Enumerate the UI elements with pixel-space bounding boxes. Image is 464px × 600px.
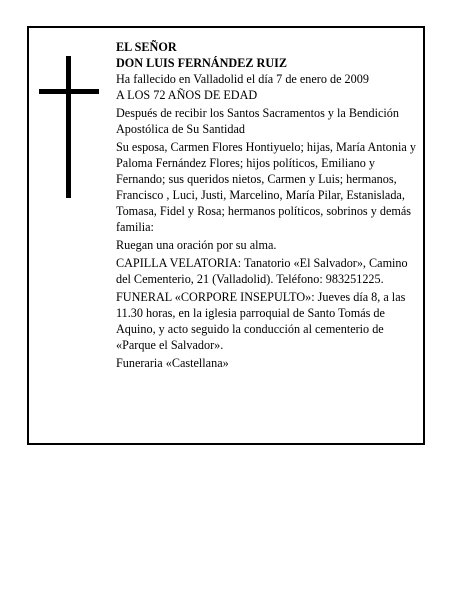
funeral-home-line: Funeraria «Castellana» (116, 356, 229, 370)
notice-text (116, 39, 420, 373)
sacraments-paragraph: Después de recibir los Santos Sacramentos y la Bendición Apostólica de Su Santidad (116, 106, 399, 136)
cross-vertical-bar (66, 56, 71, 198)
prayer-line: Ruegan una oración por su alma. (116, 238, 277, 252)
obituary-notice (27, 26, 425, 445)
deceased-name: DON LUIS FERNÁNDEZ RUIZ (116, 56, 287, 70)
death-date-line: Ha fallecido en Valladolid el día 7 de enero de 2009 (116, 72, 369, 86)
deceased-title: EL SEÑOR (116, 40, 177, 54)
cross-icon (39, 56, 99, 198)
age-line: A LOS 72 AÑOS DE EDAD (116, 88, 258, 102)
family-paragraph: Su esposa, Carmen Flores Hontiyuelo; hijas, María Antonia y Paloma Fernández Flores; hijos políticos, Emiliano y Fernando; sus queridos nietos, Carmen y Luis; hermanos, Francisco , Luci, Justi, Marcelino, María Pilar, Estanislada, Tomasa, Fidel y Rosa; hermanos políticos, sobrinos y demás familia: (116, 140, 416, 234)
funeral-paragraph: FUNERAL «CORPORE INSEPULTO»: Jueves día 8, a las 11.30 horas, en la iglesia parroquial de Santo Tomás de Aquino, y acto seguido la conducción al cementerio de «Parque el Salvador». (116, 290, 406, 352)
chapel-paragraph: CAPILLA VELATORIA: Tanatorio «El Salvador», Camino del Cementerio, 21 (Valladolid). Teléfono: 983251225. (116, 256, 408, 286)
cross-horizontal-bar (39, 89, 99, 94)
